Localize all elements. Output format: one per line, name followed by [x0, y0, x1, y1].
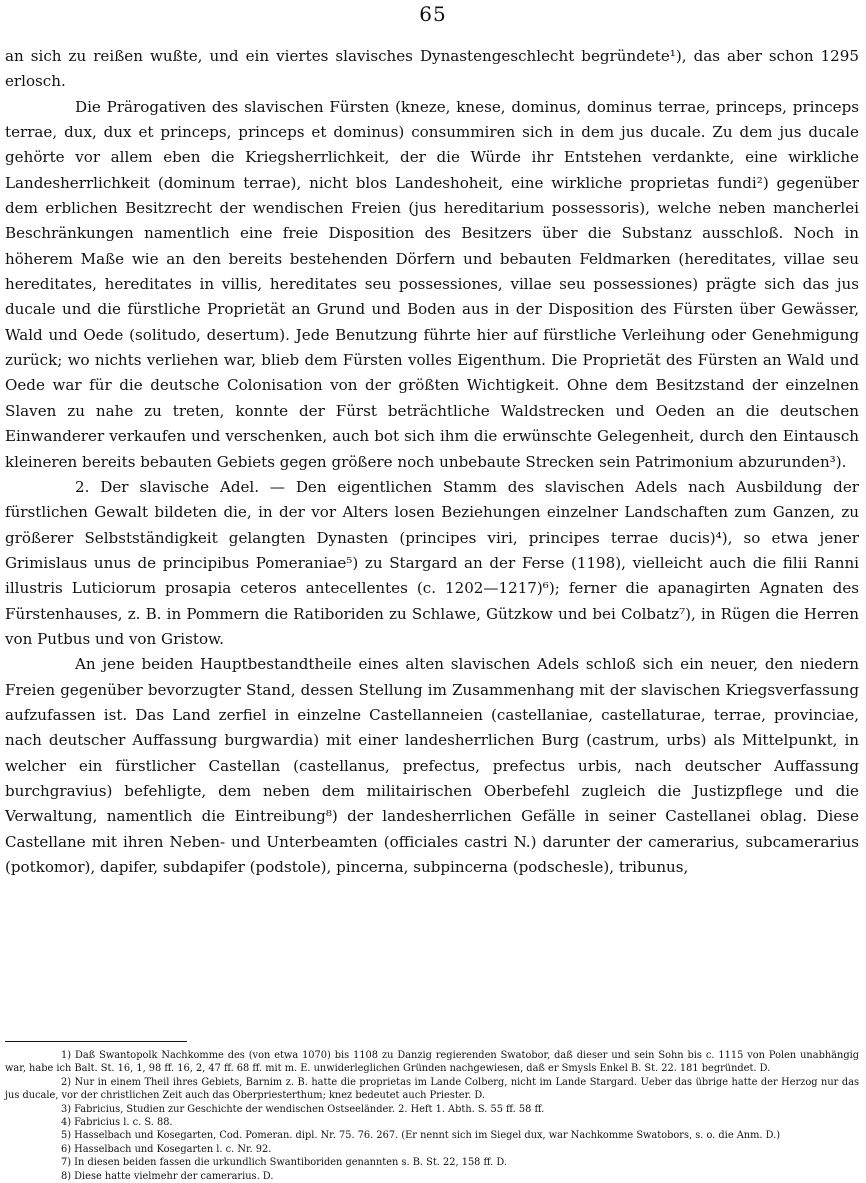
paragraph-prerogatives: Die Prärogativen des slavischen Fürsten (kneze, knese, dominus, dominus terrae, princeps, princeps terrae, dux, dux et princeps, princeps et dominus) consummiren sich in dem jus ducale. Zu dem jus ducale gehörte vor allem eben die Kriegsherrlichkeit, der die Würde ihr Entstehen verdankte, eine wirkliche Landesherrlichkeit (dominum terrae), nicht blos Landeshoheit, eine wirkliche proprietas fundi²) gegenüber dem erblichen Besitzrecht der wendischen Freien (jus hereditarium possessoris), welche neben mancherlei Beschränkungen namentlich eine freie Disposition des Besitzers über die Substanz ausschloß. Noch in höherem Maße wie an den bereits bestehenden Dörfern und bebauten Feldmarken (hereditates, villae seu hereditates, hereditates in villis, hereditates seu possessiones, villae seu possessiones) prägte sich das jus ducale und die fürstliche Proprietät an Grund und Boden aus in der Disposition des Fürsten über Gewässer, Wald und Oede (solitudo, desertum). Jede Benutzung führte hier auf fürstliche Verleihung oder Genehmigung zurück; wo nichts verliehen war, blieb dem Fürsten volles Eigenthum. Die Proprietät des Fürsten an Wald und Oede war für die deutsche Colonisation von der größten Wichtigkeit. Ohne dem Besitzstand der einzelnen Slaven zu nahe zu treten, konnte der Fürst beträchtliche Waldstrecken und Oeden an die deutschen Einwanderer verkaufen und verschenken, auch bot sich ihm die erwünschte Gelegenheit, durch den Eintausch kleineren bereits bebauten Gebiets gegen größere noch unbebaute Strecken sein Patrimonium abzurunden³). — [5, 97, 859, 471]
footnote-4: 4) Fabricius l. c. S. 88. — [61, 1117, 173, 1129]
footnote-3: 3) Fabricius, Studien zur Geschichte der wendischen Ostseeländer. 2. Heft 1. Abth. S. 55 ff. 58 ff. — [61, 1103, 545, 1115]
paragraph-slavic-nobility: 2. Der slavische Adel. — Den eigentlichen Stamm des slavischen Adels nach Ausbildung der fürstlichen Gewalt bildeten die, in der vor Alters losen Beziehungen einzelner Landschaften zum Ganzen, zu größerer Selbstständigkeit gelangten Dynasten (principes viri, principes terrae ducis)⁴), so etwa jener Grimislaus unus de principibus Pomeraniae⁵) zu Stargard an der Ferse (1198), vielleicht auch die filii Ranni illustris Luticiorum prosapia ceteros antecellentes (c. 1202—1217)⁶); ferner die apanagirten Agnaten des Fürstenhauses, z. B. in Pommern die Ratiboriden zu Schlawe, Gützkow und bei Colbatz⁷), in Rügen die Herren von Putbus und von Gristow. — [5, 477, 859, 648]
footnote-2: 2) Nur in einem Theil ihres Gebiets, Barnim z. B. hatte die proprietas im Lande Colberg, nicht im Lande Stargard. Ueber das übrige hatte der Herzog nur das jus ducale, vor der christlichen Zeit auch das Oberpriesterthum; knez bedeutet auch Priester. D. — [5, 1076, 859, 1102]
footnote-7: 7) In diesen beiden fassen die urkundlich Swantiboriden genannten s. B. St. 22, 158 ff. D. — [61, 1157, 507, 1169]
footnote-8: 8) Diese hatte vielmehr der camerarius. D. — [61, 1170, 274, 1182]
footnote-6: 6) Hasselbach und Kosegarten l. c. Nr. 92. — [61, 1143, 272, 1155]
paragraph-castellanies: An jene beiden Hauptbestandtheile eines alten slavischen Adels schloß sich ein neuer, den niedern Freien gegenüber bevorzugter Stand, dessen Stellung im Zusammenhang mit der slavischen Kriegsverfassung aufzufassen ist. Das Land zerfiel in einzelne Castellanneien (castellaniae, castellaturae, terrae, provinciae, nach deutscher Auffassung burgwardia) mit einer landesherrlichen Burg (castrum, urbs) als Mittelpunkt, in welcher ein fürstlicher Castellan (castellanus, prefectus, prefectus urbis, nach deutscher Auffassung burchgravius) befehligte, dem neben dem militairischen Oberbefehl zugleich die Justizpflege und die Verwaltung, namentlich die Eintreibung⁸) der landesherrlichen Gefälle in seiner Castellanei oblag. Diese Castellane mit ihren Neben- und Unterbeamten (officiales castri N.) darunter der camerarius, subcamerarius (potkomor), dapifer, subdapifer (podstole), pincerna, subpincerna (podschesle), tribunus, — [5, 655, 859, 876]
footnote-5: 5) Hasselbach und Kosegarten, Cod. Pomeran. dipl. Nr. 75. 76. 267. (Er nennt sich im Siegel dux, war Nachkomme Swatobors, s. o. die Anm. D.) — [61, 1130, 781, 1142]
body-text — [5, 44, 859, 880]
page-number: 65 — [419, 2, 447, 26]
footnote-separator — [5, 1041, 187, 1042]
footnotes — [5, 1049, 859, 1183]
paragraph-continuation: an sich zu reißen wußte, und ein viertes slavisches Dynastengeschlecht begründete¹), das aber schon 1295 erlosch. — [5, 47, 859, 91]
footnote-1: 1) Daß Swantopolk Nachkomme des (von etwa 1070) bis 1108 zu Danzig regierenden Swatobor, daß dieser und sein Sohn bis c. 1115 von Polen unabhängig war, habe ich Balt. St. 16, 1, 98 ff. 16, 2, 47 ff. 68 ff. mit m. E. unwiderleglichen Gründen nachgewiesen, daß er Smysls Enkel B. St. 22. 181 begründet. D. — [5, 1050, 859, 1075]
